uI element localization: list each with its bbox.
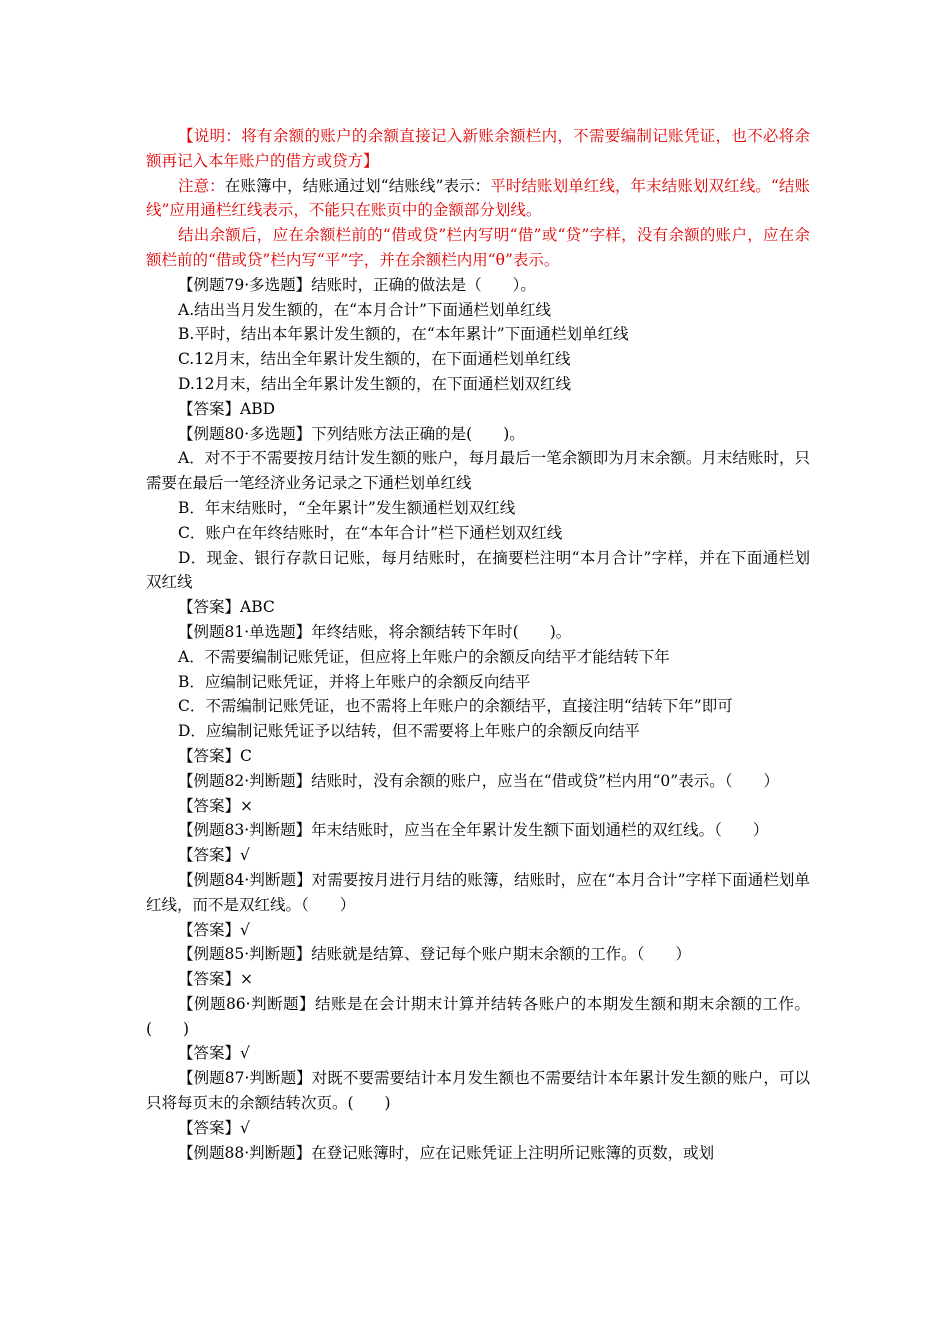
q83-answer: 【答案】√ [178, 846, 250, 865]
q81-option-b: B．应编制记账凭证，并将上年账户的余额反向结平 [178, 672, 531, 691]
theta-symbol: θ [495, 250, 505, 269]
q86-stem: 【例题86·判断题】结账是在会计期末计算并结转各账户的本期发生额和期末余额的工作。( ) [146, 994, 810, 1038]
q87-stem: 【例题87·判断题】对既不要需要结计本月发生额也不需要结计本年累计发生额的账户，可以只将每页末的余额结转次页。( ) [146, 1069, 810, 1113]
q88-stem: 【例题88·判断题】在登记账簿时，应在记账凭证上注明所记账簿的页数，或划 [178, 1143, 715, 1162]
q81-option-a: A．不需要编制记账凭证，但应将上年账户的余额反向结平才能结转下年 [178, 647, 670, 666]
q84-answer: 【答案】√ [178, 920, 250, 939]
q86-answer: 【答案】√ [178, 1044, 250, 1063]
q79-option-a: A.结出当月发生额的，在“本月合计”下面通栏划单红线 [178, 300, 551, 319]
q82-stem: 【例题82·判断题】结账时，没有余额的账户，应当在“借或贷”栏内用“0”表示。（ ） [178, 771, 779, 790]
q79-option-b: B.平时，结出本年累计发生额的，在“本年累计”下面通栏划单红线 [178, 325, 629, 344]
q82-answer: 【答案】× [178, 796, 253, 815]
q80-option-b: B．年末结账时，“全年累计”发生额通栏划双红线 [178, 498, 516, 517]
q80-option-c: C．账户在年终结账时，在“本年合计”栏下通栏划双红线 [178, 523, 563, 542]
balance-paragraph [146, 223, 810, 273]
note-paragraph: 【说明：将有余额的账户的余额直接记入新账余额栏内，不需要编制记账凭证，也不必将余额再记入本年账户的借方或贷方】 [146, 127, 810, 170]
balance-text-b: ”表示。 [504, 250, 560, 269]
q81-stem: 【例题81·单选题】年终结账，将余额结转下年时( )。 [178, 622, 572, 641]
q80-option-a: A．对不于不需要按月结计发生额的账户，每月最后一笔余额即为月末余额。月末结账时，只需要在最后一笔经济业务记录之下通栏划单红线 [146, 449, 810, 493]
balance-text-a: 结出余额后，应在余额栏前的“借或贷”栏内写明“借”或“贷”字样，没有余额的账户，应在余额栏前的“借或贷”栏内写“平”字，并在余额栏内用“ [146, 226, 810, 269]
attention-paragraph [146, 174, 810, 224]
q81-answer: 【答案】C [178, 746, 252, 765]
attention-body: 在账簿中，结账通过划“结账线”表示： [224, 176, 491, 195]
q80-answer: 【答案】ABC [178, 598, 275, 617]
q80-option-d: D．现金、银行存款日记账，每月结账时，在摘要栏注明“本月合计”字样，并在下面通栏划双红线 [146, 548, 810, 592]
q87-answer: 【答案】√ [178, 1118, 250, 1137]
q80-stem: 【例题80·多选题】下列结账方法正确的是( )。 [178, 424, 525, 443]
q79-option-d: D.12月末，结出全年累计发生额的，在下面通栏划双红线 [178, 374, 572, 393]
document-page [146, 124, 810, 1165]
attention-red-text: 平时结账划单红线，年末结账划双红线。“结账线”应用通栏红线表示，不能只在账页中的金额部分划线。 [146, 176, 810, 220]
q79-stem: 【例题79·多选题】结账时，正确的做法是（ ）。 [178, 275, 536, 294]
q81-option-d: D．应编制记账凭证予以结转，但不需要将上年账户的余额反向结平 [178, 722, 640, 741]
q79-option-c: C.12月末，结出全年累计发生额的，在下面通栏划单红线 [178, 350, 571, 369]
q83-stem: 【例题83·判断题】年末结账时，应当在全年累计发生额下面划通栏的双红线。（ ） [178, 821, 769, 840]
q84-stem: 【例题84·判断题】对需要按月进行月结的账簿，结账时，应在“本月合计”字样下面通栏划单红线，而不是双红线。（ ） [146, 870, 810, 914]
q81-option-c: C．不需编制记账凭证，也不需将上年账户的余额结平，直接注明“结转下年”即可 [178, 697, 733, 716]
q85-stem: 【例题85·判断题】结账就是结算、登记每个账户期末余额的工作。（ ） [178, 945, 691, 964]
attention-label: 注意： [178, 176, 225, 195]
q85-answer: 【答案】× [178, 970, 253, 989]
q79-answer: 【答案】ABD [178, 399, 276, 418]
